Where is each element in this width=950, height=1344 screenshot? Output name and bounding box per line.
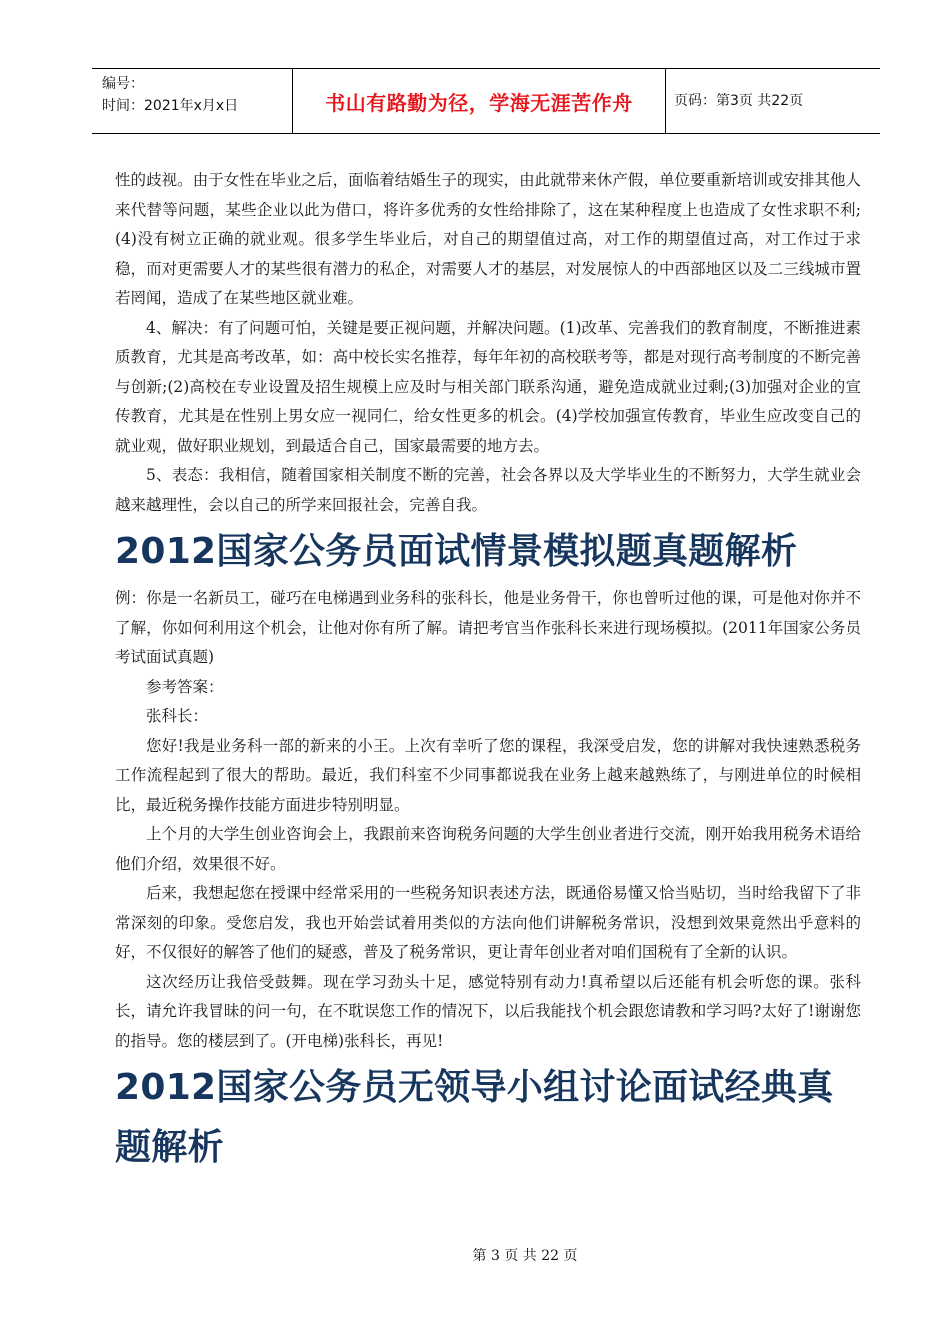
header-motto-cell <box>293 69 666 133</box>
document-number-label: 编号： <box>102 76 144 92</box>
header-page-cell <box>666 69 880 133</box>
paragraph: 后来，我想起您在授课中经常采用的一些税务知识表述方法，既通俗易懂又恰当贴切，当时给我留下了非常深刻的印象。受您启发，我也开始尝试着用类似的方法向他们讲解税务常识，没想到效果竟然出乎意料的好，不仅很好的解答了他们的疑惑，普及了税务常识，更让青年创业者对咱们国税有了全新的认识。 <box>115 884 861 961</box>
paragraph: 上个月的大学生创业咨询会上，我跟前来咨询税务问题的大学生创业者进行交流，刚开始我用税务术语给他们介绍，效果很不好。 <box>115 825 861 873</box>
paragraph: 您好!我是业务科一部的新来的小王。上次有幸听了您的课程，我深受启发，您的讲解对我快速熟悉税务工作流程起到了很大的帮助。最近，我们科室不少同事都说我在业务上越来越熟练了，与刚进单位的时候相比，最近税务操作技能方面进步特别明显。 <box>115 736 861 814</box>
paragraph: 5、表态：我相信，随着国家相关制度不断的完善，社会各界以及大学毕业生的不断努力，大学生就业会越来越理性，会以自己的所学来回报社会，完善自我。 <box>115 466 861 514</box>
page-header <box>92 68 880 134</box>
header-meta-cell <box>92 69 293 133</box>
paragraph: 参考答案： <box>146 677 224 696</box>
section-heading: 2012国家公务员无领导小组讨论面试经典真题解析 <box>115 1067 834 1168</box>
paragraph: 例：你是一名新员工，碰巧在电梯遇到业务科的张科长，他是业务骨干，你也曾听过他的课，可是他对你并不了解，你如何利用这个机会，让他对你有所了解。请把考官当作张科长来进行现场模拟。(2011年国家公务员考试面试真题) <box>115 589 861 666</box>
header-page-info: 页码：第3页 共22页 <box>674 93 804 109</box>
document-body <box>115 166 861 1180</box>
paragraph: 4、解决：有了问题可怕，关键是要正视问题，并解决问题。(1)改革、完善我们的教育制度，不断推进素质教育，尤其是高考改革，如：高中校长实名推荐，每年年初的高校联考等，都是对现行高考制度的不断完善与创新;(2)高校在专业设置及招生规模上应及时与相关部门联系沟通，避免造成就业过剩;(3)加强对企业的宣传教育，尤其是在性别上男女应一视同仁，给女性更多的机会。(4)学校加强宣传教育，毕业生应改变自己的就业观，做好职业规划，到最适合自己，国家最需要的地方去。 <box>115 318 861 455</box>
section-heading: 2012国家公务员面试情景模拟题真题解析 <box>115 531 798 572</box>
paragraph: 张科长： <box>146 707 209 725</box>
document-time-label: 时间：2021年x月x日 <box>102 98 239 114</box>
paragraph: 性的歧视。由于女性在毕业之后，面临着结婚生子的现实，由此就带来休产假，单位要重新培训或安排其他人来代替等问题，某些企业以此为借口，将许多优秀的女性给排除了，这在某种程度上也造成了女性求职不利;(4)没有树立正确的就业观。很多学生毕业后，对自己的期望值过高，对工作的期望值过高，对工作过于求稳，而对更需要人才的某些很有潜力的私企，对需要人才的基层，对发展惊人的中西部地区以及二三线城市置若罔闻，造成了在某些地区就业难。 <box>115 171 861 307</box>
page-footer: 第 3 页 共 22 页 <box>472 1248 578 1264</box>
header-motto: 书山有路勤为径，学海无涯苦作舟 <box>325 90 633 115</box>
paragraph: 这次经历让我倍受鼓舞。现在学习劲头十足，感觉特别有动力!真希望以后还能有机会听您的课。张科长，请允许我冒昧的问一句，在不耽误您工作的情况下，以后我能找个机会跟您请教和学习吗?太好了!谢谢您的指导。您的楼层到了。(开电梯)张科长，再见! <box>115 972 861 1050</box>
